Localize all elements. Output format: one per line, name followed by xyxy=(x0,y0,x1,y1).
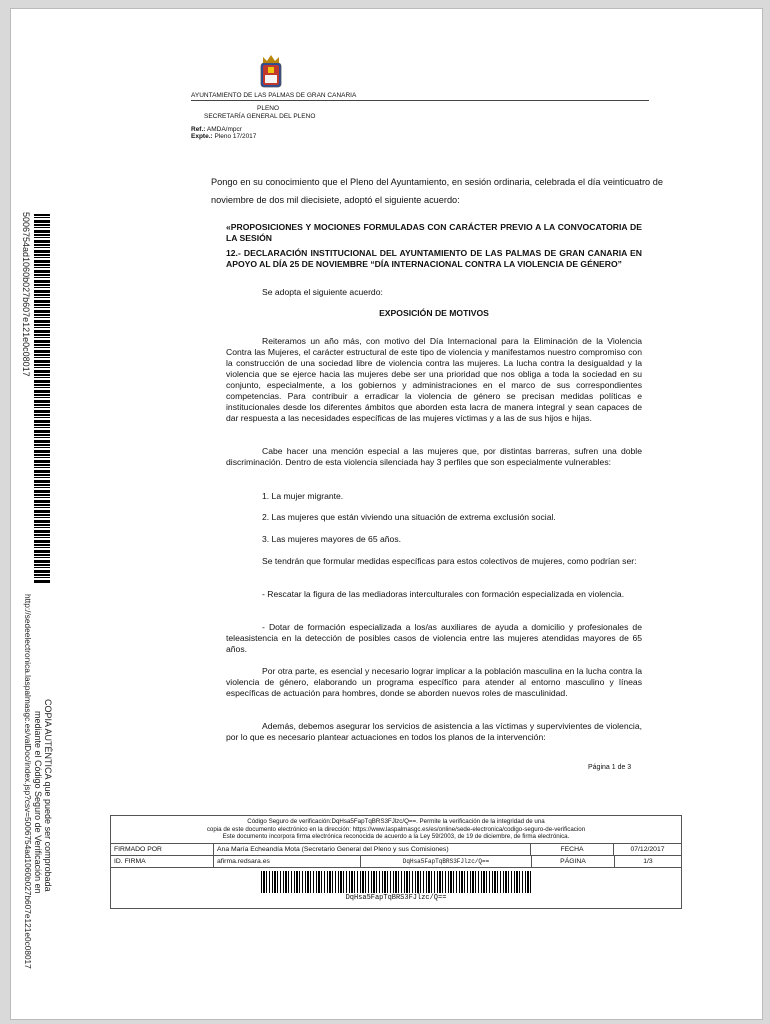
expte-label: Expte.: xyxy=(191,133,213,140)
adopt-line: Se adopta el siguiente acuerdo: xyxy=(262,287,383,297)
motives-title: EXPOSICIÓN DE MOTIVOS xyxy=(379,308,489,318)
ref-label: Ref.: xyxy=(191,126,206,133)
document-page xyxy=(10,8,763,1020)
paragraph-5: Además, debemos asegurar los servicios de asistencia a las víctimas y supervivientes de violencia, por lo que es necesario plantear actuaciones en todos los planos de la intervención: xyxy=(226,721,642,742)
section-heading: «PROPOSICIONES Y MOCIONES FORMULADAS CON CARÁCTER PREVIO A LA CONVOCATORIA DE LA SESIÓN xyxy=(226,222,642,243)
list-item-2: 2. Las mujeres que están viviendo una situación de extrema exclusión social. xyxy=(262,512,556,522)
verification-url: http://sedeelectronica.laspalmasgc.es/valDoc/index.jsp?csv=5006754ad1060b027b607e121e0c08017 xyxy=(23,594,33,969)
paragraph-3: Se tendrán que formular medidas específicas para estos colectivos de mujeres, como podrían ser: xyxy=(262,556,637,566)
verification-header xyxy=(111,816,681,843)
paragraph-2: Cabe hacer una mención especial a las mujeres que, por distintas barreras, sufren una doble discriminación. Dentro de esta violencia silenciada hay 3 perfiles que son especialmente vulnerables: xyxy=(226,446,642,467)
barcode-code-text: 5006754ad1060b027b607e121e0c08017 xyxy=(21,212,31,377)
copy-line-1: COPIA AUTÉNTICA que puede ser comprobada xyxy=(43,699,53,892)
item-heading: 12.- DECLARACIÓN INSTITUCIONAL DEL AYUNTAMIENTO DE LAS PALMAS DE GRAN CANARIA EN APOYO AL DÍA 25 DE NOVIEMBRE “DÍA INTERNACIONAL CONTRA LA VIOLENCIA DE GÉNERO” xyxy=(226,248,642,269)
csv-value: DqHsa5FapTqBRS3FJlzc/Q== xyxy=(361,856,532,867)
vertical-barcode xyxy=(34,214,50,584)
expte-line xyxy=(191,133,256,141)
header-institution: AYUNTAMIENTO DE LAS PALMAS DE GRAN CANARIA xyxy=(191,92,649,101)
header-department: SECRETARÍA GENERAL DEL PLENO xyxy=(204,113,316,120)
id-row xyxy=(111,855,681,867)
verification-table xyxy=(110,815,682,909)
dash-item-1: - Rescatar la figura de las mediadoras interculturales con formación especializada en violencia. xyxy=(262,589,625,599)
dash-item-2: - Dotar de formación especializada a los/as auxiliares de ayuda a domicilio y profesionales de teleasistencia en la detección de posibles casos de violencia entre las mujeres atendidas mayores de 65 años. xyxy=(226,622,642,654)
ref-value: AMDA/mpcr xyxy=(206,126,242,133)
intro-paragraph: Pongo en su conocimiento que el Pleno del Ayuntamiento, en sesión ordinaria, celebrada el día veinticuatro de noviembre de dos mil diecisiete, adoptó el siguiente acuerdo: xyxy=(211,177,663,205)
verification-line-2: copia de este documento electrónico en la dirección: https://www.laspalmasgc.es/es/online/sede-electronica/codigo-seguro-de-verificacion xyxy=(206,825,586,833)
list-item-1: 1. La mujer migrante. xyxy=(262,491,344,501)
verification-line-1: Código Seguro de verificación:DqHsa5FapTqBRS3FJlzc/Q==. Permite la verificación de la integridad de una xyxy=(247,818,545,825)
page-value: 1/3 xyxy=(643,857,653,865)
paragraph-4: Por otra parte, es esencial y necesario lograr implicar a la población masculina en la lucha contra la violencia de género, elaborando un programa específico para atender al entorno masculino y líneas específicas de actuación para hombres, donde se aborden nuevos roles de masculinidad. xyxy=(226,666,642,698)
date-value: 07/12/2017 xyxy=(630,845,665,853)
date-label: FECHA xyxy=(531,844,614,855)
horizontal-barcode xyxy=(261,871,531,893)
signed-by-value: Ana María Echeandía Mota (Secretario General del Pleno y sus Comisiones) xyxy=(214,844,531,855)
coat-of-arms-icon xyxy=(257,53,285,93)
id-label: ID. FIRMA xyxy=(111,856,214,867)
expte-value: Pleno 17/2017 xyxy=(214,133,257,140)
signed-by-label: FIRMADO POR xyxy=(111,844,214,855)
copy-line-2: mediante el Código Seguro de Verificación en xyxy=(33,711,43,894)
barcode-text: DqHsa5FapTqBRS3FJlzc/Q== xyxy=(345,893,447,902)
page-label: PÁGINA xyxy=(532,856,615,867)
list-item-3: 3. Las mujeres mayores de 65 años. xyxy=(262,534,402,544)
id-value: afirma.redsara.es xyxy=(214,856,361,867)
paragraph-1: Reiteramos un año más, con motivo del Día Internacional para la Eliminación de la Violencia Contra las Mujeres, el carácter estructural de este tipo de violencia y manifestamos nuestro compromiso con la construcción de una sociedad libre de violencia contra las mujeres. La lucha contra la desigualdad y la violencia que se ejerce hacia las mujeres debe ser una prioridad que nos obliga a toda la sociedad en su conjunto, especialmente, a los gobiernos y administraciones en el marco de sus correspondientes competencias. Para contribuir a erradicar la violencia de género se precisan medidas políticas e institucionales desde los diferentes ámbitos que aborden esta lacra de manera integral y sean capaces de dar respuesta a las necesidades específicas de las mujeres víctimas y a las de sus hijos e hijas. xyxy=(226,336,642,423)
verification-line-3: Este documento incorpora firma electrónica reconocida de acuerdo a la Ley 59/2003, de 19 de diciembre, de firma electrónica. xyxy=(222,833,570,841)
page-number: Página 1 de 3 xyxy=(588,764,632,771)
header-body: PLENO xyxy=(257,105,280,112)
barcode-cell xyxy=(111,867,681,908)
signed-row xyxy=(111,843,681,855)
